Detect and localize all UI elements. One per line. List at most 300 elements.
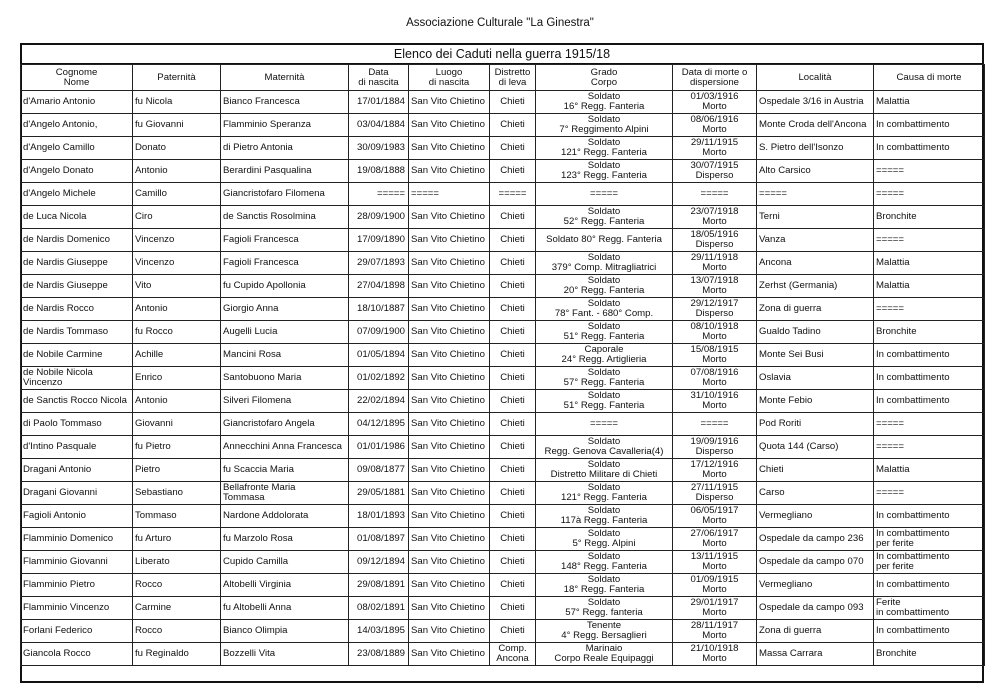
- cell-data-morte-line: 28/11/1917: [690, 620, 739, 631]
- table-row: [21, 137, 985, 160]
- cell-data-morte: [673, 551, 757, 574]
- cell-data-nascita: 30/09/1983: [349, 137, 409, 160]
- cell-distretto-line: Chieti: [500, 96, 525, 107]
- cell-maternita-line: di Pietro Antonia: [223, 142, 293, 153]
- cell-data-nascita: 17/09/1890: [349, 229, 409, 252]
- cell-localita: Ospedale da campo 070: [757, 551, 874, 574]
- cell-distretto: [490, 413, 536, 436]
- cell-localita: Terni: [757, 206, 874, 229]
- table-row: [21, 344, 985, 367]
- header-col-causa: [874, 65, 985, 91]
- cell-nome: [21, 321, 133, 344]
- cell-causa: [874, 114, 985, 137]
- cell-grado-corpo-line: Soldato: [587, 91, 621, 102]
- cell-distretto-line: Chieti: [500, 165, 525, 176]
- cell-distretto-line: Chieti: [500, 579, 525, 590]
- cell-luogo-nascita: San Vito Chietino: [409, 597, 490, 620]
- cell-nome-line: Vincenzo: [23, 377, 63, 388]
- cell-causa-line: In combattimento: [876, 142, 950, 153]
- header-text: Data di morte o: [681, 66, 748, 78]
- cell-data-nascita: 01/01/1986: [349, 436, 409, 459]
- cell-paternita: Vito: [133, 275, 221, 298]
- cell-data-nascita: 18/01/1893: [349, 505, 409, 528]
- cell-distretto-line: Chieti: [500, 349, 525, 360]
- cell-nome-line: di Paolo Tommaso: [23, 418, 102, 429]
- cell-data-morte: [673, 114, 757, 137]
- cell-causa-line: In combattimento: [876, 551, 950, 562]
- cell-grado-corpo-line: Regg. Genova Cavalleria(4): [544, 446, 664, 457]
- cell-maternita-line: Bianco Olimpia: [223, 625, 288, 636]
- cell-distretto-line: =====: [498, 188, 527, 199]
- cell-data-nascita: 29/07/1893: [349, 252, 409, 275]
- cell-nome: [21, 137, 133, 160]
- cell-grado-corpo: [536, 574, 673, 597]
- cell-causa: [874, 482, 985, 505]
- cell-distretto: [490, 344, 536, 367]
- cell-distretto: [490, 275, 536, 298]
- cell-grado-corpo-line: 5° Regg. Alpini: [572, 538, 636, 549]
- cell-nome-line: Dragani Giovanni: [23, 487, 98, 498]
- cell-maternita-line: Fagioli Francesca: [223, 234, 299, 245]
- cell-maternita-line: Silveri Filomena: [223, 395, 292, 406]
- cell-distretto: [490, 229, 536, 252]
- cell-nome-line: Flamminio Pietro: [23, 579, 95, 590]
- cell-data-nascita: 14/03/1895: [349, 620, 409, 643]
- cell-distretto: [490, 367, 536, 390]
- cell-distretto: [490, 643, 536, 666]
- cell-data-morte-line: Morto: [702, 285, 727, 296]
- cell-data-nascita: 09/12/1894: [349, 551, 409, 574]
- cell-maternita: [221, 505, 349, 528]
- cell-paternita: fu Nicola: [133, 91, 221, 114]
- cell-data-morte: [673, 482, 757, 505]
- cell-causa-line: =====: [876, 234, 905, 245]
- cell-data-morte-line: 08/06/1916: [690, 114, 739, 125]
- cell-paternita: Antonio: [133, 390, 221, 413]
- cell-maternita-line: Flamminio Speranza: [223, 119, 311, 130]
- cell-localita: Carso: [757, 482, 874, 505]
- cell-causa: [874, 574, 985, 597]
- cell-maternita: [221, 252, 349, 275]
- cell-data-nascita: 17/01/1884: [349, 91, 409, 114]
- header-text: Cognome: [55, 66, 98, 78]
- cell-localita: Zerhst (Germania): [757, 275, 874, 298]
- cell-grado-corpo-line: Soldato: [587, 482, 621, 493]
- cell-grado-corpo-line: 57° Regg. fanteria: [565, 607, 643, 618]
- cell-grado-corpo-line: 57° Regg. Fanteria: [563, 377, 645, 388]
- cell-distretto-line: Chieti: [500, 625, 525, 636]
- cell-causa: [874, 528, 985, 551]
- cell-data-morte-line: 21/10/1918: [690, 643, 739, 654]
- cell-grado-corpo: [536, 505, 673, 528]
- header-text: di leva: [498, 76, 527, 88]
- cell-causa: [874, 390, 985, 413]
- cell-data-nascita: 18/10/1887: [349, 298, 409, 321]
- cell-data-nascita: 01/02/1892: [349, 367, 409, 390]
- cell-nome-line: d'Angelo Camillo: [23, 142, 95, 153]
- cell-causa-line: Malattia: [876, 96, 910, 107]
- cell-causa-line: =====: [876, 165, 905, 176]
- cell-grado-corpo-line: 4° Regg. Bersaglieri: [561, 630, 647, 641]
- cell-data-morte: [673, 413, 757, 436]
- cell-grado-corpo: [536, 275, 673, 298]
- cell-grado-corpo: [536, 436, 673, 459]
- header-col-maternita: [221, 65, 349, 91]
- cell-data-morte: [673, 344, 757, 367]
- cell-paternita: Donato: [133, 137, 221, 160]
- cell-localita: Vermegliano: [757, 574, 874, 597]
- header-col-localita: [757, 65, 874, 91]
- cell-causa-line: =====: [876, 441, 905, 452]
- header-text: Nome: [63, 76, 90, 88]
- casualties-table: [20, 64, 985, 666]
- cell-data-nascita: 19/08/1888: [349, 160, 409, 183]
- cell-localita: Monte Febio: [757, 390, 874, 413]
- cell-grado-corpo: [536, 321, 673, 344]
- cell-paternita: Achille: [133, 344, 221, 367]
- cell-data-morte-line: 27/06/1917: [690, 528, 739, 539]
- cell-causa-line: In combattimento: [876, 528, 950, 539]
- cell-causa: [874, 505, 985, 528]
- cell-data-morte: [673, 620, 757, 643]
- cell-data-morte-line: 06/05/1917: [690, 505, 739, 516]
- cell-causa: [874, 91, 985, 114]
- cell-data-nascita: 04/12/1895: [349, 413, 409, 436]
- cell-maternita: [221, 643, 349, 666]
- cell-localita: =====: [757, 183, 874, 206]
- cell-localita: Pod Roriti: [757, 413, 874, 436]
- cell-data-morte-line: =====: [700, 188, 729, 199]
- cell-data-nascita: =====: [349, 183, 409, 206]
- table-row: [21, 252, 985, 275]
- cell-nome: [21, 91, 133, 114]
- cell-maternita: [221, 114, 349, 137]
- cell-distretto: [490, 91, 536, 114]
- cell-maternita: [221, 344, 349, 367]
- document-title: Elenco dei Caduti nella guerra 1915/18: [22, 45, 982, 64]
- cell-distretto: [490, 206, 536, 229]
- cell-causa: [874, 275, 985, 298]
- cell-paternita: Enrico: [133, 367, 221, 390]
- cell-grado-corpo-line: 16° Regg. Fanteria: [563, 101, 645, 112]
- cell-nome: [21, 620, 133, 643]
- cell-data-morte-line: Morto: [702, 469, 727, 480]
- cell-localita: Oslavia: [757, 367, 874, 390]
- cell-data-morte-line: 01/09/1915: [690, 574, 739, 585]
- cell-data-morte: [673, 206, 757, 229]
- cell-grado-corpo-line: Soldato: [587, 390, 621, 401]
- cell-distretto: [490, 505, 536, 528]
- cell-grado-corpo-line: Soldato: [587, 298, 621, 309]
- cell-localita: Quota 144 (Carso): [757, 436, 874, 459]
- cell-grado-corpo-line: 51° Regg. Fanteria: [563, 331, 645, 342]
- cell-distretto-line: Chieti: [500, 441, 525, 452]
- cell-distretto-line: Chieti: [500, 372, 525, 383]
- cell-maternita: [221, 551, 349, 574]
- cell-data-morte-line: 29/11/1918: [690, 252, 739, 263]
- cell-maternita: [221, 321, 349, 344]
- cell-grado-corpo: [536, 390, 673, 413]
- cell-data-morte: [673, 321, 757, 344]
- cell-nome: [21, 252, 133, 275]
- cell-paternita: fu Giovanni: [133, 114, 221, 137]
- header-text: Distretto: [494, 66, 531, 78]
- cell-maternita: [221, 91, 349, 114]
- cell-grado-corpo-line: Soldato: [587, 459, 621, 470]
- header-text: Corpo: [590, 76, 618, 88]
- cell-luogo-nascita: San Vito Chietino: [409, 252, 490, 275]
- cell-paternita: Camillo: [133, 183, 221, 206]
- cell-data-morte: [673, 505, 757, 528]
- cell-localita: Gualdo Tadino: [757, 321, 874, 344]
- cell-localita: Monte Croda dell'Ancona: [757, 114, 874, 137]
- cell-data-morte-line: Morto: [702, 630, 727, 641]
- cell-luogo-nascita: San Vito Chietino: [409, 91, 490, 114]
- cell-grado-corpo: [536, 114, 673, 137]
- cell-maternita-line: Nardone Addolorata: [223, 510, 309, 521]
- cell-data-morte-line: 15/08/1915: [690, 344, 739, 355]
- cell-luogo-nascita: San Vito Chietino: [409, 275, 490, 298]
- cell-causa-line: =====: [876, 188, 905, 199]
- cell-causa: [874, 643, 985, 666]
- cell-maternita-line: Giancristofaro Angela: [223, 418, 315, 429]
- cell-causa: [874, 321, 985, 344]
- cell-grado-corpo-line: Corpo Reale Equipaggi: [554, 653, 654, 664]
- cell-data-morte: [673, 597, 757, 620]
- cell-localita: Vanza: [757, 229, 874, 252]
- cell-data-nascita: 22/02/1894: [349, 390, 409, 413]
- cell-nome: [21, 229, 133, 252]
- cell-distretto-line: Chieti: [500, 464, 525, 475]
- cell-nome: [21, 206, 133, 229]
- cell-data-morte-line: Morto: [702, 584, 727, 595]
- cell-causa: [874, 137, 985, 160]
- header-text: Luogo: [435, 66, 463, 78]
- cell-grado-corpo: [536, 551, 673, 574]
- cell-distretto: [490, 528, 536, 551]
- cell-paternita: fu Reginaldo: [133, 643, 221, 666]
- cell-nome: [21, 436, 133, 459]
- cell-nome-line: d'Angelo Antonio,: [23, 119, 98, 130]
- cell-data-morte-line: Morto: [702, 124, 727, 135]
- table-row: [21, 298, 985, 321]
- cell-nome-line: Flamminio Vincenzo: [23, 602, 110, 613]
- cell-distretto: [490, 436, 536, 459]
- cell-grado-corpo-line: Soldato: [587, 137, 621, 148]
- cell-maternita-line: Mancini Rosa: [223, 349, 282, 360]
- cell-luogo-nascita: San Vito Chietino: [409, 643, 490, 666]
- cell-data-nascita: 01/05/1894: [349, 344, 409, 367]
- cell-luogo-nascita: San Vito Chietino: [409, 160, 490, 183]
- cell-maternita-line: Tommasa: [223, 492, 265, 503]
- cell-paternita: Ciro: [133, 206, 221, 229]
- cell-maternita-line: Annecchini Anna Francesca: [223, 441, 342, 452]
- cell-data-morte: [673, 183, 757, 206]
- cell-grado-corpo: [536, 367, 673, 390]
- cell-grado-corpo: [536, 298, 673, 321]
- cell-nome: [21, 597, 133, 620]
- cell-luogo-nascita: San Vito Chietino: [409, 620, 490, 643]
- cell-causa: [874, 459, 985, 482]
- cell-nome: [21, 574, 133, 597]
- cell-distretto: [490, 252, 536, 275]
- cell-causa-line: In combattimento: [876, 372, 950, 383]
- cell-distretto-line: Ancona: [496, 653, 529, 664]
- cell-paternita: Antonio: [133, 160, 221, 183]
- cell-distretto: [490, 482, 536, 505]
- cell-localita: Ospedale da campo 236: [757, 528, 874, 551]
- cell-data-nascita: 28/09/1900: [349, 206, 409, 229]
- cell-grado-corpo-line: Tenente: [586, 620, 622, 631]
- cell-data-morte-line: Morto: [702, 331, 727, 342]
- cell-maternita: [221, 367, 349, 390]
- cell-data-morte-line: Morto: [702, 101, 727, 112]
- cell-distretto: [490, 597, 536, 620]
- header-col-grado-corpo: [536, 65, 673, 91]
- cell-maternita-line: Altobelli Virginia: [223, 579, 292, 590]
- cell-grado-corpo: [536, 206, 673, 229]
- cell-data-morte: [673, 252, 757, 275]
- cell-data-nascita: 23/08/1889: [349, 643, 409, 666]
- cell-localita: S. Pietro dell'Isonzo: [757, 137, 874, 160]
- cell-causa-line: per ferite: [876, 538, 914, 549]
- cell-maternita-line: Fagioli Francesca: [223, 257, 299, 268]
- cell-causa-line: In combattimento: [876, 395, 950, 406]
- cell-nome-line: de Nardis Tommaso: [23, 326, 109, 337]
- cell-maternita-line: fu Cupido Apollonia: [223, 280, 306, 291]
- cell-localita: Alto Carsico: [757, 160, 874, 183]
- table-row: [21, 643, 985, 666]
- cell-data-morte-line: 31/10/1916: [690, 390, 739, 401]
- cell-nome: [21, 344, 133, 367]
- cell-data-nascita: 01/08/1897: [349, 528, 409, 551]
- cell-maternita: [221, 137, 349, 160]
- cell-luogo-nascita: San Vito Chietino: [409, 344, 490, 367]
- cell-data-morte: [673, 137, 757, 160]
- cell-distretto-line: Chieti: [500, 326, 525, 337]
- cell-data-morte-line: 29/01/1917: [690, 597, 739, 608]
- cell-maternita-line: Cupido Camilla: [223, 556, 289, 567]
- cell-localita: Massa Carrara: [757, 643, 874, 666]
- cell-grado-corpo-line: Soldato: [587, 114, 621, 125]
- cell-maternita-line: Giancristofaro Filomena: [223, 188, 325, 199]
- cell-grado-corpo-line: 121° Regg. Fanteria: [561, 492, 647, 503]
- cell-paternita: fu Rocco: [133, 321, 221, 344]
- cell-maternita-line: de Sanctis Rosolmina: [223, 211, 316, 222]
- cell-causa: [874, 597, 985, 620]
- cell-luogo-nascita: San Vito Chietino: [409, 574, 490, 597]
- cell-maternita: [221, 229, 349, 252]
- cell-grado-corpo-line: Marinaio: [585, 643, 623, 654]
- cell-causa: [874, 551, 985, 574]
- header-text: Grado: [590, 66, 618, 78]
- cell-distretto: [490, 137, 536, 160]
- cell-maternita-line: Berardini Pasqualina: [223, 165, 312, 176]
- table-header-row: [21, 65, 985, 91]
- cell-grado-corpo-line: 148° Regg. Fanteria: [561, 561, 647, 572]
- cell-causa: [874, 344, 985, 367]
- cell-distretto: [490, 183, 536, 206]
- cell-maternita: [221, 528, 349, 551]
- cell-data-morte-line: Disperso: [695, 239, 734, 250]
- cell-data-morte-line: Morto: [702, 377, 727, 388]
- cell-distretto: [490, 459, 536, 482]
- cell-grado-corpo: [536, 620, 673, 643]
- cell-causa-line: Malattia: [876, 257, 910, 268]
- cell-nome-line: de Nardis Domenico: [23, 234, 110, 245]
- header-text: Paternità: [157, 71, 196, 83]
- cell-maternita-line: fu Marzolo Rosa: [223, 533, 293, 544]
- cell-maternita: [221, 413, 349, 436]
- cell-data-morte-line: Morto: [702, 354, 727, 365]
- cell-grado-corpo-line: Soldato: [587, 321, 621, 332]
- cell-causa-line: =====: [876, 303, 905, 314]
- cell-luogo-nascita: San Vito Chietino: [409, 528, 490, 551]
- cell-grado-corpo-line: 123° Regg. Fanteria: [561, 170, 647, 181]
- cell-maternita: [221, 298, 349, 321]
- table-row: [21, 574, 985, 597]
- cell-localita: Ospedale da campo 093: [757, 597, 874, 620]
- cell-grado-corpo-line: 24° Regg. Artiglieria: [561, 354, 647, 365]
- cell-grado-corpo: [536, 160, 673, 183]
- cell-luogo-nascita: San Vito Chietino: [409, 551, 490, 574]
- cell-data-morte-line: 27/11/1915: [690, 482, 739, 493]
- cell-data-morte-line: Morto: [702, 561, 727, 572]
- header-text: di nascita: [428, 76, 470, 88]
- cell-data-morte-line: Disperso: [695, 170, 734, 181]
- cell-grado-corpo-line: Soldato: [587, 252, 621, 263]
- cell-grado-corpo-line: Caporale: [584, 344, 624, 355]
- table-row: [21, 390, 985, 413]
- cell-distretto-line: Chieti: [500, 234, 525, 245]
- cell-paternita: Antonio: [133, 298, 221, 321]
- cell-luogo-nascita: San Vito Chietino: [409, 505, 490, 528]
- cell-localita: Chieti: [757, 459, 874, 482]
- cell-data-morte-line: Morto: [702, 607, 727, 618]
- cell-causa-line: In combattimento: [876, 625, 950, 636]
- cell-localita: Vermegliano: [757, 505, 874, 528]
- cell-maternita: [221, 482, 349, 505]
- cell-nome-line: Flamminio Giovanni: [23, 556, 108, 567]
- header-col-nome: [21, 65, 133, 91]
- cell-data-nascita: 03/04/1884: [349, 114, 409, 137]
- cell-causa-line: Ferite: [876, 597, 901, 608]
- header-text: Data: [368, 66, 389, 78]
- header-text: Località: [798, 71, 832, 83]
- cell-grado-corpo: [536, 229, 673, 252]
- cell-nome: [21, 413, 133, 436]
- cell-distretto-line: Chieti: [500, 142, 525, 153]
- cell-distretto: [490, 160, 536, 183]
- cell-data-morte: [673, 367, 757, 390]
- cell-data-morte-line: Morto: [702, 653, 727, 664]
- cell-data-morte-line: Morto: [702, 538, 727, 549]
- cell-grado-corpo-line: Soldato: [587, 505, 621, 516]
- cell-grado-corpo-line: 7° Reggimento Alpini: [559, 124, 649, 135]
- cell-nome-line: d'Amario Antonio: [23, 96, 96, 107]
- cell-data-morte: [673, 390, 757, 413]
- cell-distretto-line: Chieti: [500, 418, 525, 429]
- cell-nome: [21, 459, 133, 482]
- cell-maternita-line: Giorgio Anna: [223, 303, 279, 314]
- cell-distretto-line: Chieti: [500, 303, 525, 314]
- cell-distretto: [490, 114, 536, 137]
- cell-nome: [21, 482, 133, 505]
- cell-grado-corpo: [536, 459, 673, 482]
- table-row: [21, 551, 985, 574]
- header-col-luogo-nascita: [409, 65, 490, 91]
- table-row: [21, 91, 985, 114]
